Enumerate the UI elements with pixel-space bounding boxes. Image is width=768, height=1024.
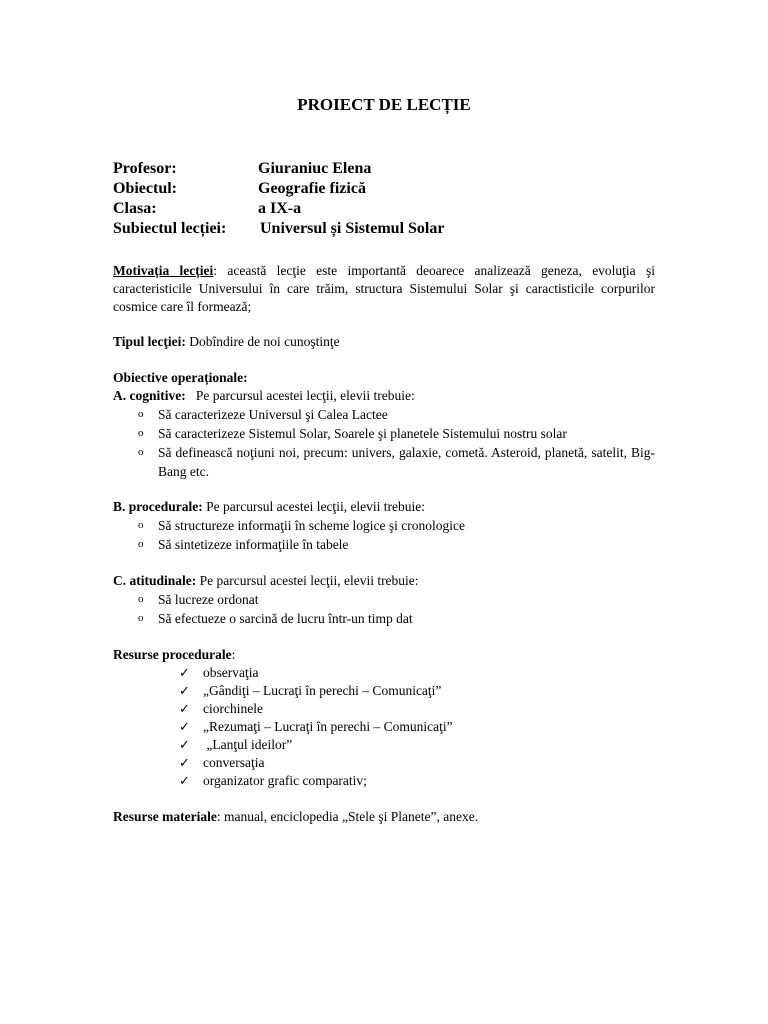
- resurse-procedurale-label: Resurse procedurale: [113, 647, 232, 662]
- info-row-profesor: [113, 159, 444, 179]
- info-value: Giuraniuc Elena: [258, 160, 372, 177]
- info-row-clasa: [113, 199, 444, 219]
- check-icon: ✓: [179, 683, 190, 698]
- circle-bullet-icon: o: [138, 593, 144, 605]
- atitudinale-intro: Pe parcursul acestei lecţii, elevii trebuie:: [196, 573, 419, 588]
- info-value: a IX-a: [258, 200, 302, 217]
- list-item: ✓ „Gândiţi – Lucraţi în perechi – Comunicaţi”: [179, 683, 442, 698]
- page-title: PROIECT DE LECȚIE: [297, 95, 471, 114]
- obiective-heading: Obiective operaționale:: [113, 370, 248, 385]
- check-icon: ✓: [179, 773, 190, 788]
- info-value: Geografie fizică: [258, 180, 366, 197]
- info-row-subiect: [113, 219, 444, 239]
- obiective-section: [113, 369, 655, 481]
- list-item: ✓ „Rezumaţi – Lucraţi în perechi – Comunicaţi”: [179, 719, 453, 734]
- resurse-materiale-label: Resurse materiale: [113, 809, 217, 824]
- list-item: ✓ organizator grafic comparativ;: [179, 773, 367, 788]
- check-icon: ✓: [179, 665, 190, 680]
- cognitive-intro-line: [113, 387, 655, 405]
- check-icon: ✓: [179, 719, 190, 734]
- check-icon: ✓: [179, 755, 190, 770]
- atitudinale-intro-line: [113, 572, 655, 590]
- tipul-label: Tipul lecţiei:: [113, 334, 186, 349]
- procedurale-intro-line: [113, 498, 655, 516]
- circle-bullet-icon: o: [138, 427, 144, 439]
- list-item: o Să sintetizeze informaţiile în tabele: [138, 537, 349, 552]
- list-item: o Să efectueze o sarcină de lucru într-un timp dat: [138, 611, 413, 626]
- info-label: Clasa:: [113, 200, 157, 217]
- procedurale-list: [113, 516, 655, 554]
- check-icon: ✓: [179, 701, 190, 716]
- info-value: Universul și Sistemul Solar: [260, 220, 445, 237]
- list-item: o Să definească noţiuni noi, precum: univers, galaxie, cometă. Asteroid, planetă, satelit, Big-Bang etc.: [138, 445, 655, 479]
- circle-bullet-icon: o: [138, 538, 144, 550]
- info-label: Profesor:: [113, 160, 177, 177]
- resurse-materiale-text: : manual, enciclopedia „Stele şi Planete”, anexe.: [216, 809, 479, 824]
- list-item: o Să caracterizeze Sistemul Solar, Soarele şi planetele Sistemului nostru solar: [138, 426, 567, 441]
- procedurale-label: B. procedurale:: [113, 499, 203, 514]
- circle-bullet-icon: o: [138, 519, 144, 531]
- cognitive-list: [113, 405, 655, 481]
- procedurale-section: [113, 498, 655, 554]
- lesson-info: [113, 159, 444, 239]
- motivatie-label: Motivația lecției: [113, 263, 214, 278]
- resurse-procedurale-list: [113, 664, 655, 790]
- resurse-procedurale-heading: Resurse procedurale:: [113, 647, 236, 662]
- cognitive-intro: Pe parcursul acestei lecţii, elevii trebuie:: [185, 388, 415, 403]
- circle-bullet-icon: o: [138, 612, 144, 624]
- atitudinale-section: [113, 572, 655, 628]
- circle-bullet-icon: o: [138, 408, 144, 420]
- info-row-obiectul: [113, 179, 444, 199]
- tipul-text: Dobîndire de noi cunoştinţe: [185, 334, 340, 349]
- cognitive-label: A. cognitive:: [113, 388, 186, 403]
- list-item: ✓ „Lanţul ideilor”: [179, 737, 293, 752]
- list-item: o Să lucreze ordonat: [138, 592, 259, 607]
- motivatie-text: : această lecţie este importantă deoarece analizează geneza, evoluţia şi caracteristicile Universului în care trăim, structura Sistemului Solar şi caractisticile corpurilor cosmice care îl formează;: [113, 263, 655, 314]
- tipul-line: [113, 333, 655, 351]
- list-item: o Să caracterizeze Universul şi Calea Lactee: [138, 407, 388, 422]
- atitudinale-label: C. atitudinale:: [113, 573, 197, 588]
- info-label: Subiectul lecției:: [113, 220, 227, 237]
- check-icon: ✓: [179, 737, 190, 752]
- resurse-materiale-line: [113, 808, 655, 826]
- info-label: Obiectul:: [113, 180, 177, 197]
- list-item: ✓ conversaţia: [179, 755, 265, 770]
- procedurale-intro: Pe parcursul acestei lecţii, elevii trebuie:: [202, 499, 426, 514]
- list-item: o Să structureze informaţii în scheme logice şi cronologice: [138, 518, 466, 533]
- atitudinale-list: [113, 590, 655, 628]
- motivatie-paragraph: [113, 262, 655, 316]
- list-item: ✓ observaţia: [179, 665, 259, 680]
- circle-bullet-icon: o: [138, 446, 144, 458]
- list-item: ✓ ciorchinele: [179, 701, 263, 716]
- resurse-procedurale-section: [113, 646, 655, 790]
